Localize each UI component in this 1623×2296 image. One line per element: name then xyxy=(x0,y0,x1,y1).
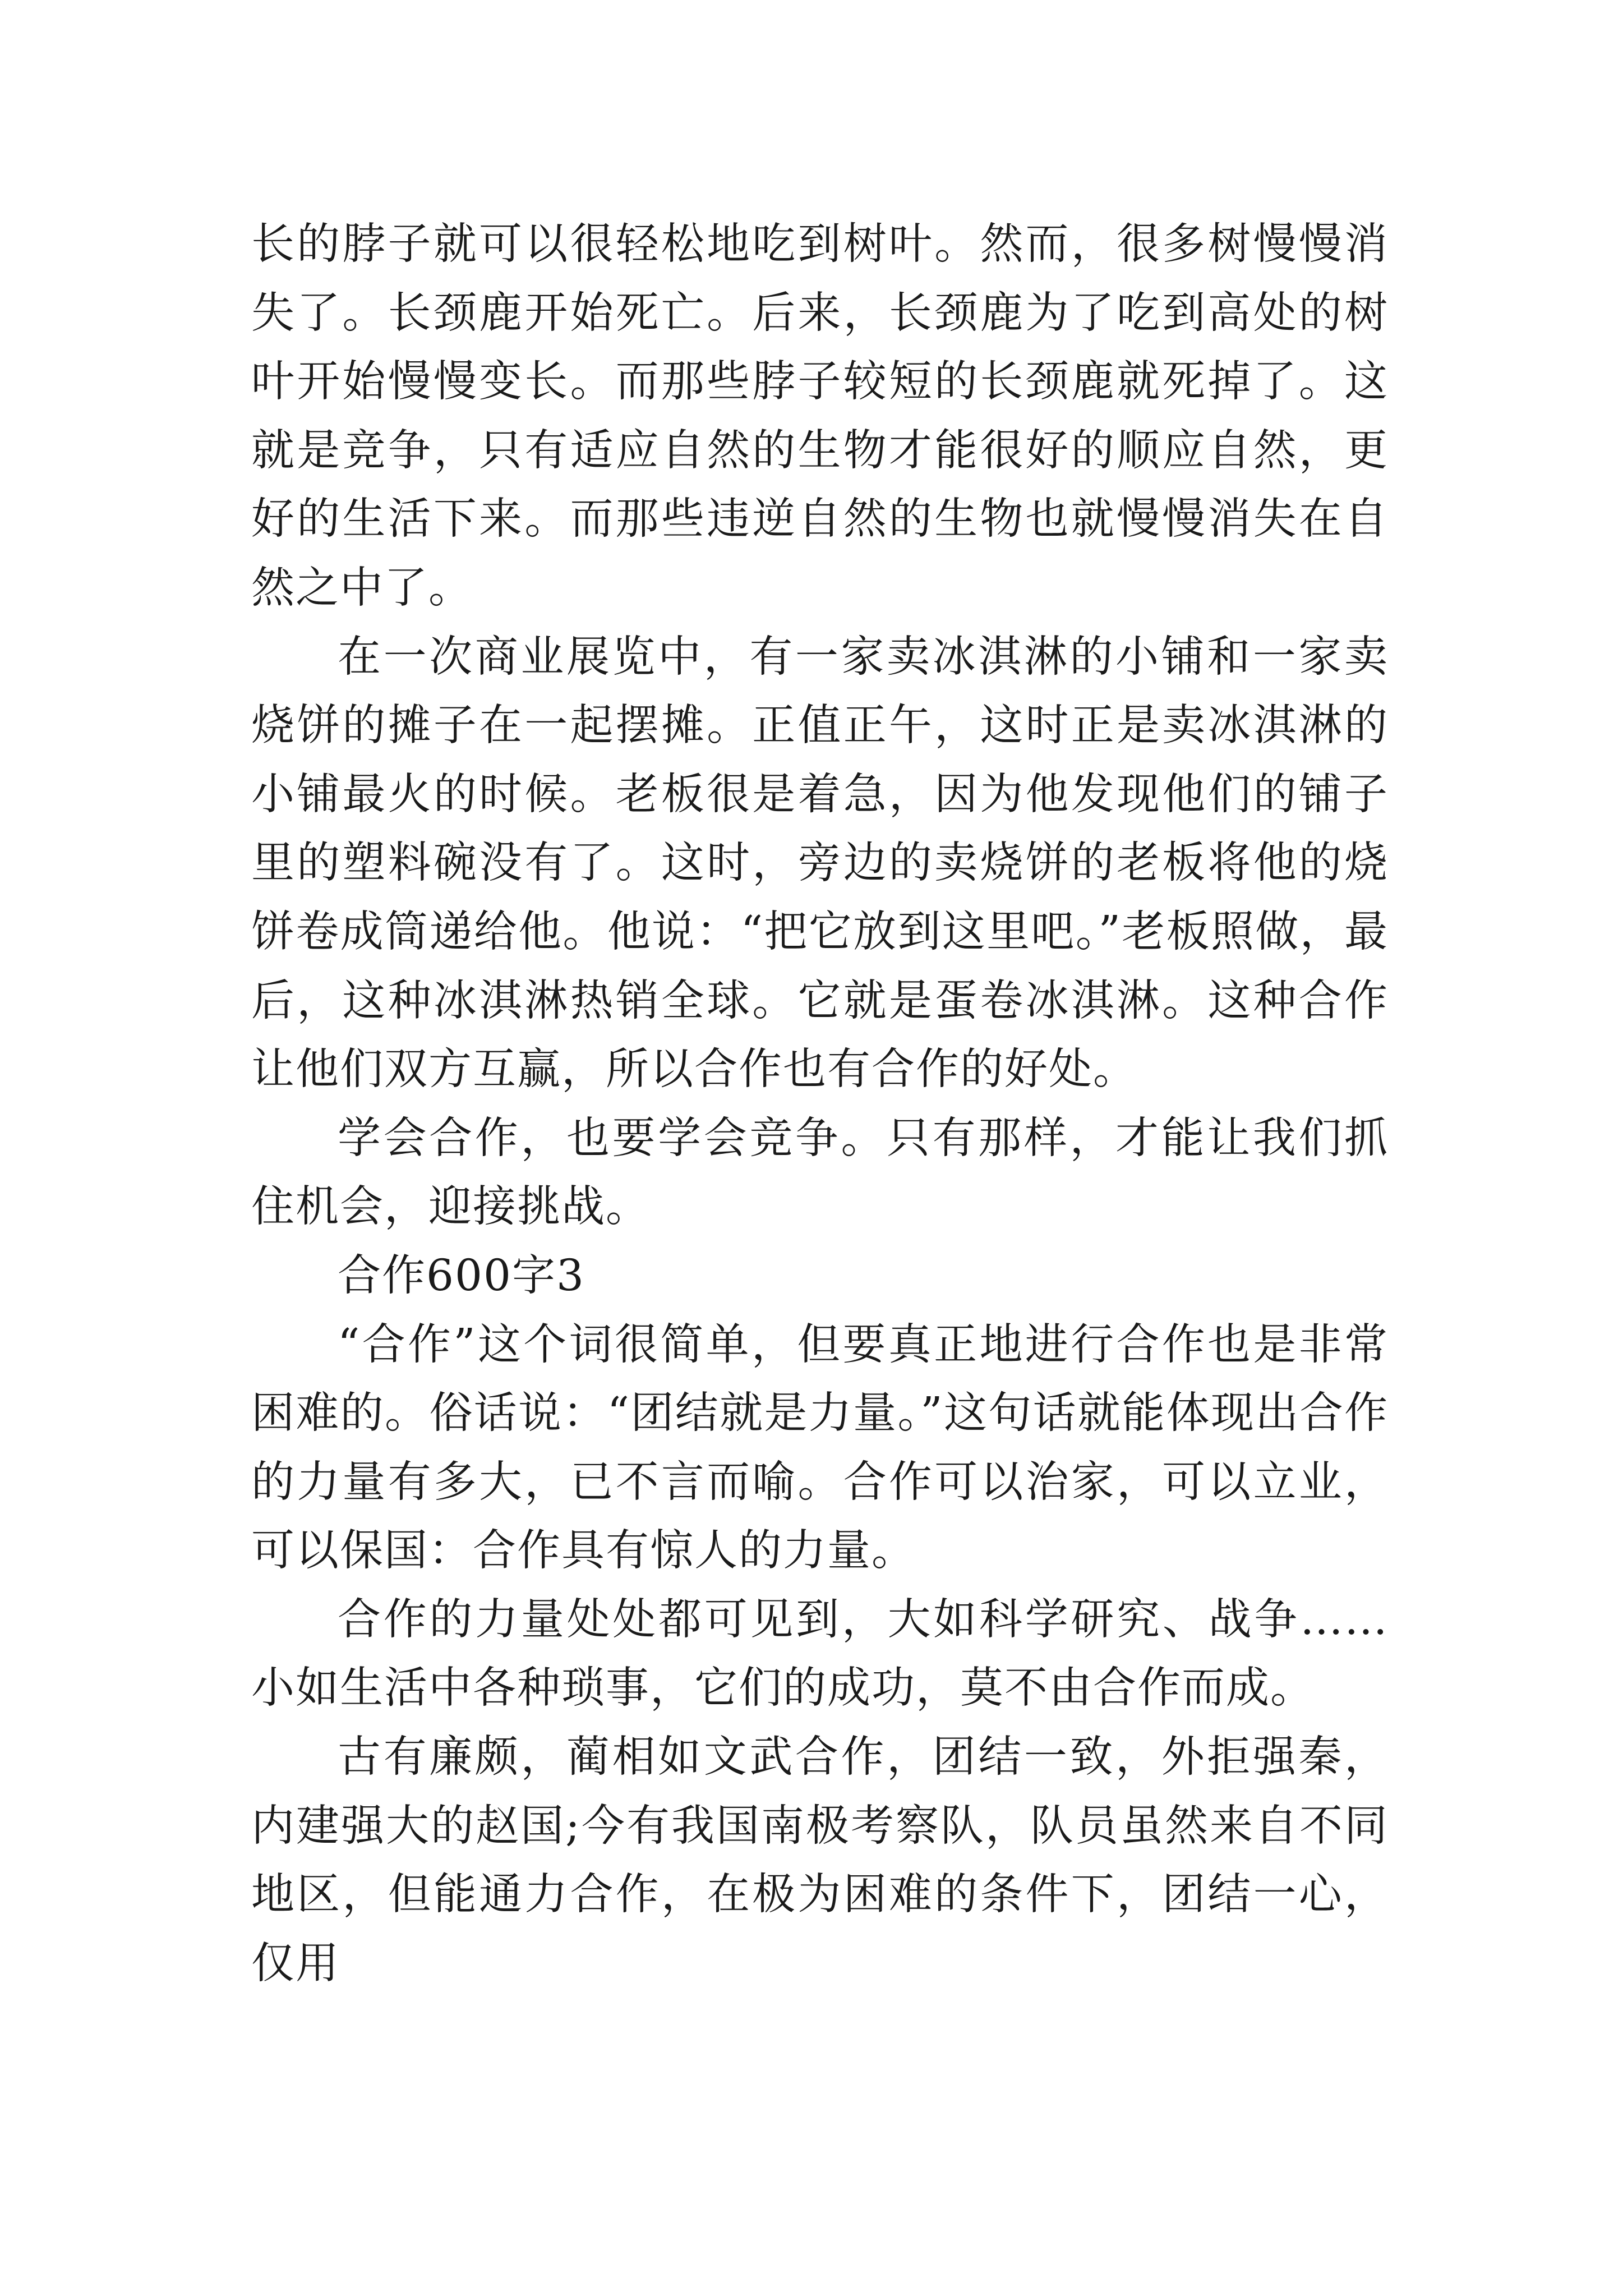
paragraph-cooperation-intro: “合作”这个词很简单，但要真正地进行合作也是非常困难的。俗话说：“团结就是力量。”这句话就能体现出合作的力量有多大，已不言而喻。合作可以治家，可以立业，可以保国：合作具有惊人的力量。 xyxy=(251,1319,1389,1576)
paragraph-giraffe-competition: 长的脖子就可以很轻松地吃到树叶。然而，很多树慢慢消失了。长颈鹿开始死亡。后来，长颈鹿为了吃到高处的树叶开始慢慢变长。而那些脖子较短的长颈鹿就死掉了。这就是竞争，只有适应自然的生物才能很好的顺应自然，更好的生活下来。而那些违逆自然的生物也就慢慢消失在自然之中了。 xyxy=(251,219,1389,613)
essay-heading: 合作600字3 xyxy=(338,1250,585,1301)
document-body xyxy=(251,210,1389,1998)
paragraph-ice-cream-cooperation: 在一次商业展览中，有一家卖冰淇淋的小铺和一家卖烧饼的摊子在一起摆摊。正值正午，这时正是卖冰淇淋的小铺最火的时候。老板很是着急，因为他发现他们的铺子里的塑料碗没有了。这时，旁边的卖烧饼的老板将他的烧饼卷成筒递给他。他说：“把它放到这里吧。”老板照做，最后，这种冰淇淋热销全球。它就是蛋卷冰淇淋。这种合作让他们双方互赢，所以合作也有合作的好处。 xyxy=(251,632,1389,1095)
paragraph-conclusion: 学会合作，也要学会竞争。只有那样，才能让我们抓住机会，迎接挑战。 xyxy=(251,1113,1389,1232)
paragraph-cooperation-everywhere: 合作的力量处处都可见到，大如科学研究、战争……小如生活中各种琐事，它们的成功，莫不由合作而成。 xyxy=(251,1594,1389,1714)
paragraph-historical-examples: 古有廉颇，蔺相如文武合作，团结一致，外拒强秦，内建强大的赵国;今有我国南极考察队，队员虽然来自不同地区，但能通力合作，在极为困难的条件下，团结一心，仅用 xyxy=(251,1732,1389,1989)
